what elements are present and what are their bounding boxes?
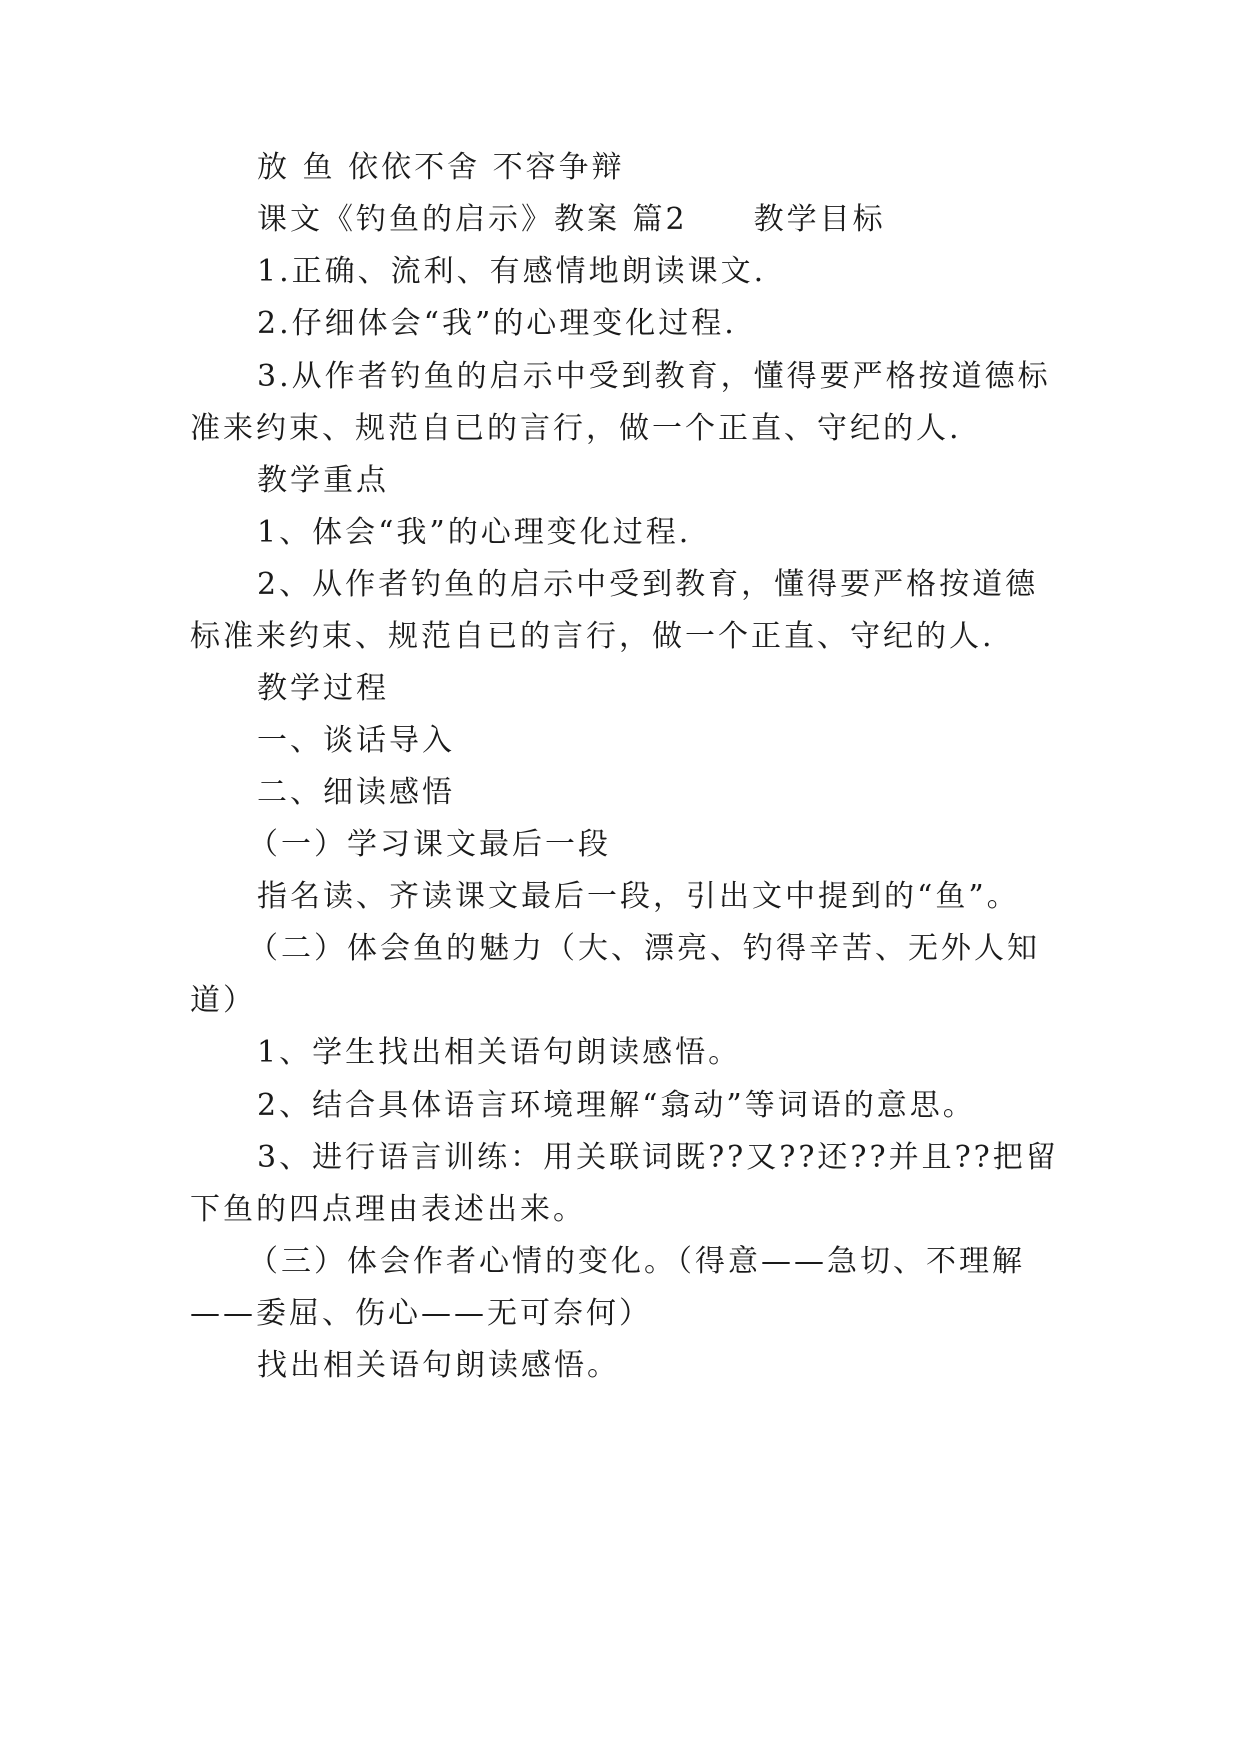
substep-3-detail: 找出相关语句朗读感悟。 (257, 1348, 620, 1383)
substep-2-item-1: 1、学生找出相关语句朗读感悟。 (257, 1035, 742, 1070)
objective-3-cont: 准来约束、规范自已的言行，做一个正直、守纪的人. (190, 411, 962, 446)
step-1: 一、谈话导入 (257, 723, 455, 758)
lesson-title-line: 课文《钓鱼的启示》教案 篇2 教学目标 (257, 202, 886, 237)
objective-1: 1.正确、流利、有感情地朗读课文. (257, 254, 767, 289)
substep-2-item-3-start: 3、进行语言训练：用关联词既??又??还??并且??把留 (257, 1140, 1059, 1175)
substep-1-detail: 指名读、齐读课文最后一段，引出文中提到的“鱼”。 (257, 879, 1020, 914)
key-points-heading: 教学重点 (257, 463, 389, 498)
substep-2-item-3-cont: 下鱼的四点理由表述出来。 (190, 1192, 586, 1227)
substep-2-start: （二）体会鱼的魅力（大、漂亮、钓得辛苦、无外人知 (248, 931, 1040, 966)
objective-2: 2.仔细体会“我”的心理变化过程. (257, 306, 737, 341)
substep-1: （一）学习课文最后一段 (248, 827, 611, 862)
substep-2-item-2: 2、结合具体语言环境理解“翕动”等词语的意思。 (257, 1088, 976, 1123)
objective-3-start: 3.从作者钓鱼的启示中受到教育，懂得要严格按道德标 (257, 359, 1051, 394)
key-point-2-start: 2、从作者钓鱼的启示中受到教育，懂得要严格按道德 (257, 567, 1039, 602)
process-heading: 教学过程 (257, 671, 389, 706)
key-point-1: 1、体会“我”的心理变化过程. (257, 515, 692, 550)
substep-3-cont: ——委屈、伤心——无可奈何） (190, 1296, 652, 1331)
vocabulary-line: 放 鱼 依依不舍 不容争辩 (257, 150, 625, 185)
substep-2-cont: 道） (190, 983, 256, 1018)
step-2: 二、细读感悟 (257, 775, 455, 810)
key-point-2-cont: 标准来约束、规范自已的言行，做一个正直、守纪的人. (190, 619, 995, 654)
substep-3-start: （三）体会作者心情的变化。（得意——急切、不理解 (248, 1244, 1025, 1279)
